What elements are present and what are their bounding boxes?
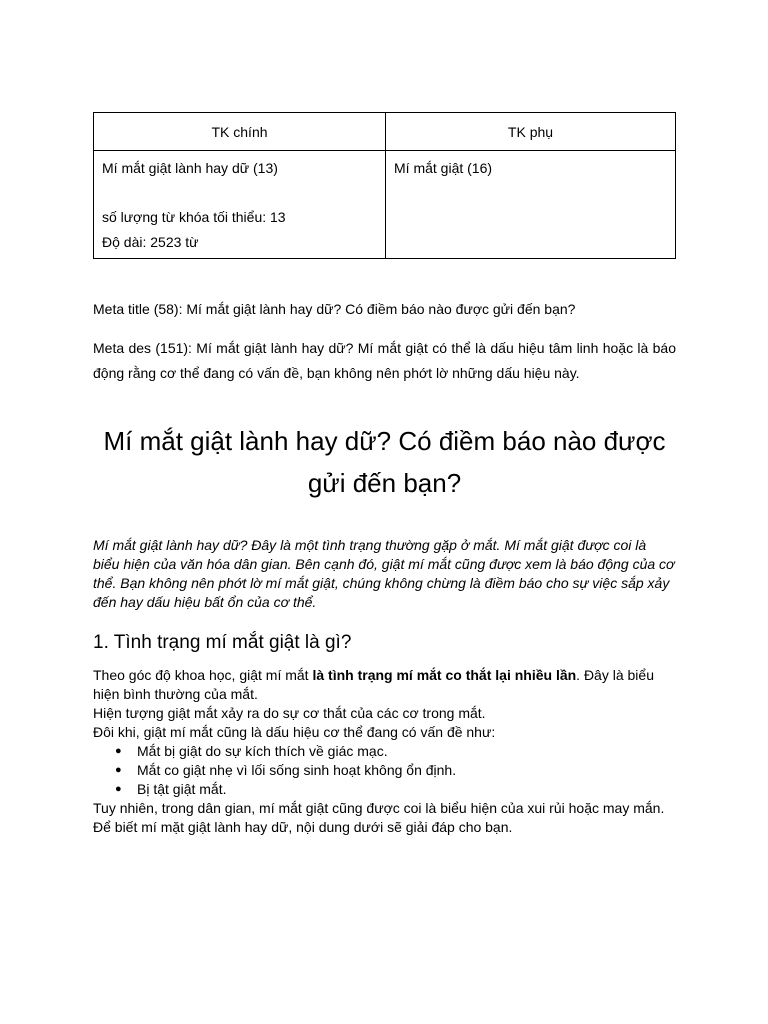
section-body bbox=[93, 666, 676, 837]
keyword-table bbox=[93, 112, 676, 259]
article-title bbox=[93, 420, 676, 504]
paragraph-text: Theo góc độ khoa học, giật mí mắt bbox=[93, 667, 313, 683]
main-keyword: Mí mắt giật lành hay dữ (13) bbox=[102, 160, 278, 176]
list-item: ● Bị tật giật mắt. bbox=[137, 780, 676, 799]
section-paragraph-4: Tuy nhiên, trong dân gian, mí mắt giật cũng được coi là biểu hiện của xui rủi hoặc may mắn. Để biết mí mặt giật lành hay dữ, nội dung dưới sẽ giải đáp cho bạn. bbox=[93, 800, 665, 835]
article-title-line-2: gửi đến bạn? bbox=[307, 468, 462, 498]
section-paragraph-2: Hiện tượng giật mắt xảy ra do sự cơ thắt của các cơ trong mắt. bbox=[93, 705, 486, 721]
main-keyword-cell bbox=[94, 151, 386, 259]
article-title-line-1: Mí mắt giật lành hay dữ? Có điềm báo nào được bbox=[103, 426, 666, 456]
table-header-main: TK chính bbox=[94, 113, 386, 151]
bullet-list bbox=[93, 742, 676, 799]
table-header-sub: TK phụ bbox=[386, 113, 676, 151]
sub-keyword: Mí mắt giật (16) bbox=[394, 160, 493, 176]
list-item: ● Mắt bị giật do sự kích thích về giác mạc. bbox=[137, 742, 676, 761]
paragraph-text: . Đây là biểu hiện bình thường của mắt. bbox=[93, 667, 654, 702]
section-paragraph-3: Đôi khi, giật mí mắt cũng là dấu hiệu cơ thể đang có vấn đề như: bbox=[93, 724, 496, 740]
table-header-row bbox=[94, 113, 676, 151]
meta-title: Meta title (58): Mí mắt giật lành hay dữ? Có điềm báo nào được gửi đến bạn? bbox=[93, 301, 576, 317]
article-length: Độ dài: 2523 từ bbox=[102, 234, 199, 250]
list-item: ● Mắt co giật nhẹ vì lối sống sinh hoạt không ổn định. bbox=[137, 761, 676, 780]
meta-description: Meta des (151): Mí mắt giật lành hay dữ? Mí mắt giật có thể là dấu hiệu tâm linh hoặc là báo động rằng cơ thể đang có vấn đề, bạn không nên phớt lờ những dấu hiệu này. bbox=[93, 340, 676, 381]
min-keywords: số lượng từ khóa tối thiểu: 13 bbox=[102, 209, 286, 225]
bold-text: là tình trạng mí mắt co thắt lại nhiều lần bbox=[312, 667, 577, 683]
section-paragraph-1 bbox=[93, 666, 676, 704]
sub-keyword-cell bbox=[386, 151, 676, 259]
section-heading: 1. Tình trạng mí mắt giật là gì? bbox=[93, 632, 352, 653]
intro-paragraph: Mí mắt giật lành hay dữ? Đây là một tình trạng thường gặp ở mắt. Mí mắt giật được coi là biểu hiện của văn hóa dân gian. Bên cạnh đó, giật mí mắt cũng được xem là báo động của cơ thể. Bạn không nên phớt lờ mí mắt giật, chúng không chừng là điềm báo cho sự việc sắp xảy đến hay dấu hiệu bất ổn của cơ thể. bbox=[93, 537, 675, 610]
table-row bbox=[94, 151, 676, 259]
